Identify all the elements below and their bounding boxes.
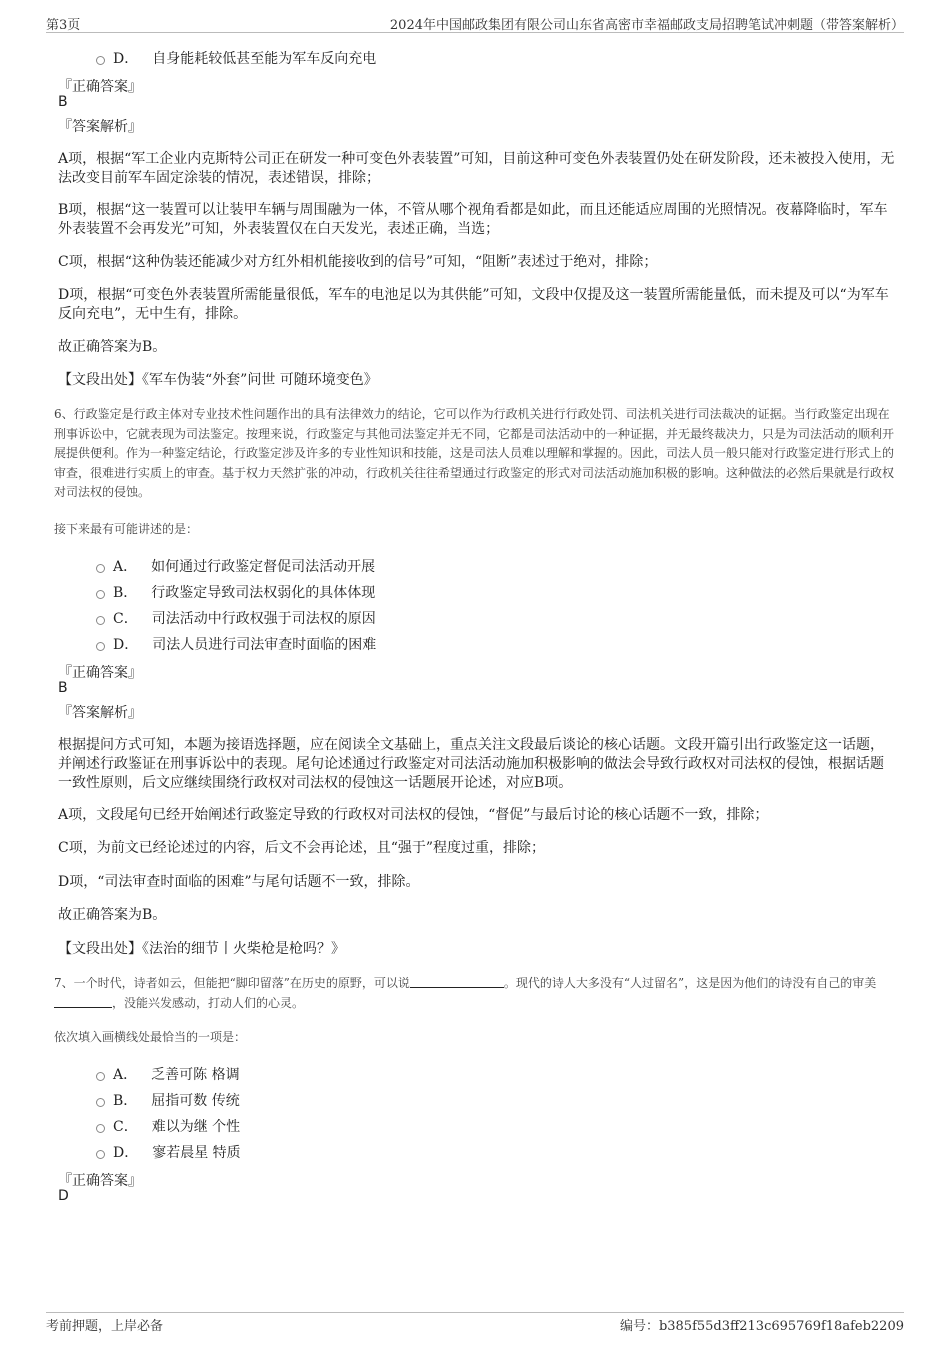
analysis-paragraph: A项，根据“军工企业内克斯特公司正在研发一种可变色外表装置”可知，目前这种可变色外表装置仍处在研发阶段，还未被投入使用，无法改变目前军车固定涂装的情况，表述错误，排除；: [58, 151, 895, 186]
answer-label: 『正确答案』: [58, 1173, 142, 1189]
question-6-prompt: 接下来最有可能讲述的是：: [54, 522, 199, 536]
analysis-paragraph: B项，根据“这一装置可以让装甲车辆与周围融为一体，不管从哪个视角看都是如此，而且还能适应周围的光照情况。夜幕降临时，军车外表装置不会再发光”可知，外表装置仅在白天发光，表述正确，当选；: [58, 202, 888, 237]
option-d[interactable]: D． 寥若晨星 特质: [96, 1142, 241, 1162]
option-d[interactable]: D． 司法人员进行司法审查时面临的困难: [96, 634, 376, 654]
analysis-paragraph: 根据提问方式可知，本题为接语选择题，应在阅读全文基础上，重点关注文段最后谈论的核心话题。文段开篇引出行政鉴定这一话题，并阐述行政鉴证在刑事诉讼中的表现。尾句论述通过行政鉴定对司法活动施加积极影响的做法会导致行政权对司法权的侵蚀，根据话题一致性原则，后文应继续围绕行政权对司法权的侵蚀这一话题展开论述，对应B项。: [58, 737, 884, 791]
analysis-paragraph: A项，文段尾句已经开始阐述行政鉴定导致的行政权对司法权的侵蚀，“督促”与最后讨论的核心话题不一致，排除；: [58, 807, 769, 823]
analysis-label: 『答案解析』: [58, 119, 142, 135]
radio-icon[interactable]: [96, 1124, 105, 1133]
analysis-paragraph: C项，为前文已经论述过的内容，后文不会再论述，且“强于”程度过重，排除；: [58, 840, 546, 856]
radio-icon[interactable]: [96, 642, 105, 651]
option-a[interactable]: A． 如何通过行政鉴定督促司法活动开展: [96, 556, 375, 576]
answer-label: 『正确答案』: [58, 79, 142, 95]
question-7-text: 7、一个时代，诗者如云，但能把“脚印留落”在历史的原野，可以说 。现代的诗人大多没有“人过留名”，这是因为他们的诗没有自己的审美，没能兴发感动，打动人们的心灵。: [54, 976, 877, 1010]
radio-icon[interactable]: [96, 1072, 105, 1081]
option-c[interactable]: C． 司法活动中行政权强于司法权的原因: [96, 608, 376, 628]
page-footer: [46, 1312, 904, 1335]
radio-icon[interactable]: [96, 1098, 105, 1107]
radio-icon[interactable]: [96, 590, 105, 599]
radio-icon[interactable]: [96, 1150, 105, 1159]
question-7-prompt: 依次填入画横线处最恰当的一项是：: [54, 1030, 247, 1044]
answer-value: D: [58, 1188, 69, 1204]
document-id: 编号：b385f55d3ff213c695769f18afeb2209: [619, 1319, 904, 1334]
analysis-conclusion: 故正确答案为B。: [58, 907, 167, 923]
analysis-paragraph: C项，根据“这种伪装还能减少对方红外相机能接收到的信号”可知，“阻断”表述过于绝对，排除；: [58, 254, 658, 270]
page-number: 第3页: [46, 18, 81, 33]
source-citation: 【文段出处】《法治的细节丨火柴枪是枪吗？》: [58, 941, 345, 957]
source-citation: 【文段出处】《军车伪装“外套”问世 可随环境变色》: [58, 372, 378, 388]
analysis-paragraph: D项，根据“可变色外表装置所需能量很低，军车的电池足以为其供能”可知，文段中仅提及这一装置所需能量低，而未提及可以“为军车反向充电”，无中生有，排除。: [58, 287, 889, 322]
option-b[interactable]: B． 行政鉴定导致司法权弱化的具体体现: [96, 582, 375, 602]
answer-value: B: [58, 680, 68, 696]
page-header: [46, 14, 904, 33]
fill-blank-1: [410, 975, 504, 988]
radio-icon[interactable]: [96, 616, 105, 625]
radio-icon[interactable]: [96, 56, 105, 65]
option-b[interactable]: B． 屈指可数 传统: [96, 1090, 240, 1110]
analysis-paragraph: D项，“司法审查时面临的困难”与尾句话题不一致，排除。: [58, 874, 420, 890]
radio-icon[interactable]: [96, 564, 105, 573]
analysis-conclusion: 故正确答案为B。: [58, 339, 167, 355]
question-6-text: 6、行政鉴定是行政主体对专业技术性问题作出的具有法律效力的结论，它可以作为行政机关进行行政处罚、司法机关进行司法裁决的证据。当行政鉴定出现在刑事诉讼中，它就表现为司法鉴定。按理来说，行政鉴定与其他司法鉴定并无不同，它都是司法活动中的一种证据，并无最终裁决力，只是为司法活动的顺利开展提供便利。作为一种鉴定结论，行政鉴定涉及许多的专业性知识和技能，这是司法人员难以理解和掌握的。因此，司法人员一般只能对行政鉴定进行形式上的审查，很难进行实质上的审查。基于权力天然扩张的冲动，行政机关往往希望通过行政鉴定的形式对司法活动施加积极的影响。这种做法的必然后果就是行政权对司法权的侵蚀。: [54, 407, 895, 499]
footer-slogan: 考前押题，上岸必备: [46, 1319, 164, 1334]
analysis-label: 『答案解析』: [58, 705, 142, 721]
option-a[interactable]: A． 乏善可陈 格调: [96, 1064, 240, 1084]
option-c[interactable]: C． 难以为继 个性: [96, 1116, 240, 1136]
fill-blank-2: [54, 995, 112, 1008]
answer-value: B: [58, 94, 68, 110]
option-d[interactable]: D． 自身能耗较低甚至能为军车反向充电: [96, 48, 376, 68]
document-title: 2024年中国邮政集团有限公司山东省高密市幸福邮政支局招聘笔试冲刺题（带答案解析）: [389, 18, 904, 33]
answer-label: 『正确答案』: [58, 665, 142, 681]
